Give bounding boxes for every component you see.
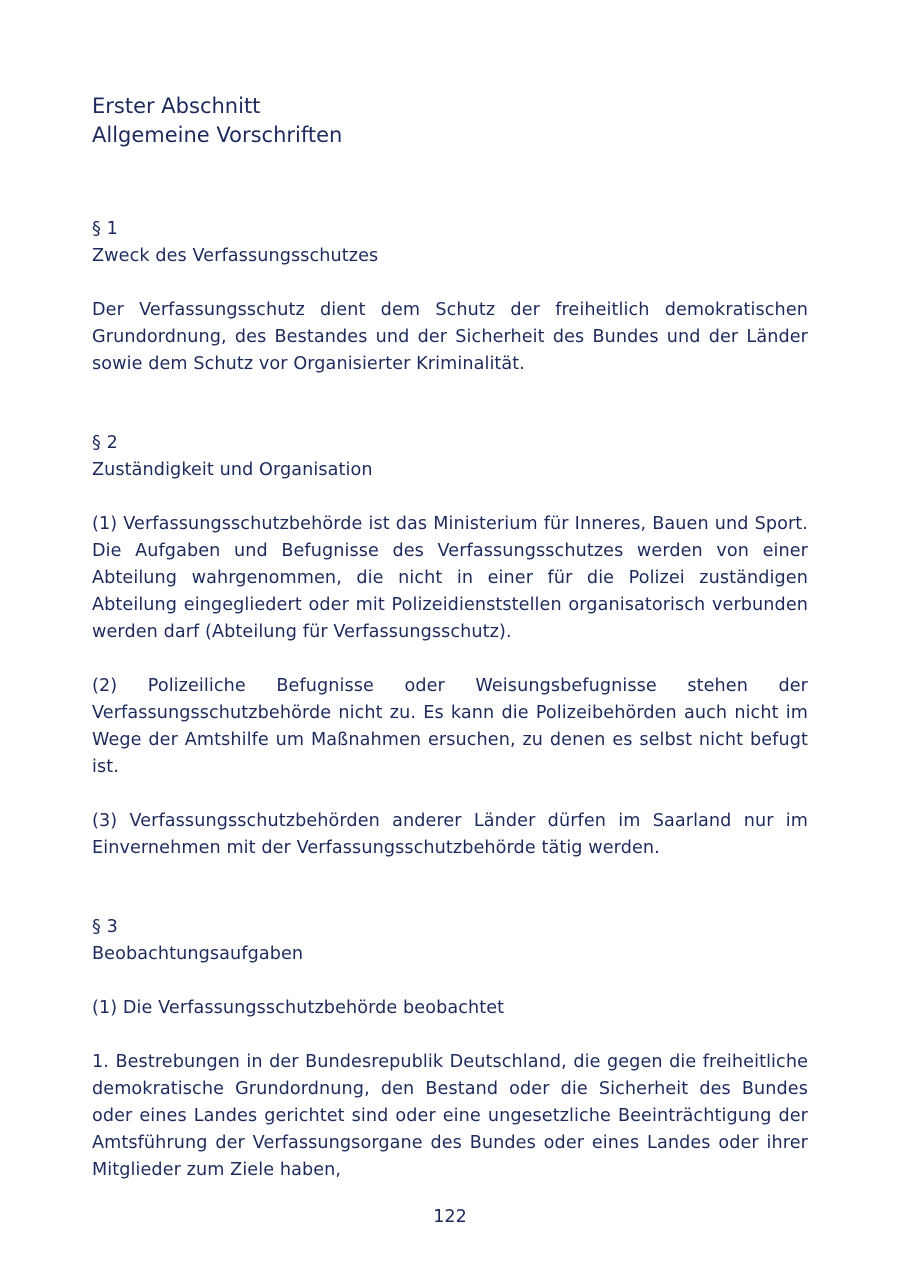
section-3 — [92, 914, 808, 1184]
paragraph: (3) Verfassungsschutzbehörden anderer Länder dürfen im Saarland nur im Einvernehmen mit der Verfassungsschutzbehörde tätig werden. — [92, 811, 808, 858]
section-number: § 1 — [92, 219, 118, 239]
paragraph: (1) Verfassungsschutzbehörde ist das Ministerium für Inneres, Bauen und Sport. Die Aufgaben und Befugnisse des Verfassungsschutzes werden von einer Abteilung wahrgenommen, die nicht in einer für die Polizei zuständigen Abteilung eingegliedert oder mit Polizeidienststellen organisatorisch verbunden werden darf (Abteilung für Verfassungsschutz). — [92, 514, 808, 642]
section-title: Zuständigkeit und Organisation — [92, 460, 373, 480]
paragraph: (1) Die Verfassungsschutzbehörde beobachtet — [92, 998, 505, 1018]
chapter-title-line-1: Erster Abschnitt — [92, 94, 261, 118]
document-page — [92, 92, 808, 1180]
page-number: 122 — [433, 1207, 467, 1227]
chapter-title-line-2: Allgemeine Vorschriften — [92, 123, 343, 147]
paragraph: 1. Bestrebungen in der Bundesrepublik Deutschland, die gegen die freiheitliche demokratische Grundordnung, den Bestand oder die Sicherheit des Bundes oder eines Landes gerichtet sind oder eine ungesetzliche Beeinträchtigung der Amtsführung der Verfassungsorgane des Bundes oder eines Landes oder ihrer Mitglieder zum Ziele haben, — [92, 1052, 808, 1180]
section-1 — [92, 216, 808, 378]
section-number: § 2 — [92, 433, 118, 453]
section-title: Zweck des Verfassungsschutzes — [92, 246, 379, 266]
section-number: § 3 — [92, 917, 118, 937]
chapter-heading — [92, 92, 808, 150]
paragraph: Der Verfassungsschutz dient dem Schutz der freiheitlich demokratischen Grundordnung, des Bestandes und der Sicherheit des Bundes und der Länder sowie dem Schutz vor Organisierter Kriminalität. — [92, 300, 808, 374]
paragraph: (2) Polizeiliche Befugnisse oder Weisungsbefugnisse stehen der Verfassungsschutzbehörde nicht zu. Es kann die Polizeibehörden auch nicht im Wege der Amtshilfe um Maßnahmen ersuchen, zu denen es selbst nicht befugt ist. — [92, 676, 808, 777]
section-title: Beobachtungsaufgaben — [92, 944, 304, 964]
section-2 — [92, 430, 808, 862]
